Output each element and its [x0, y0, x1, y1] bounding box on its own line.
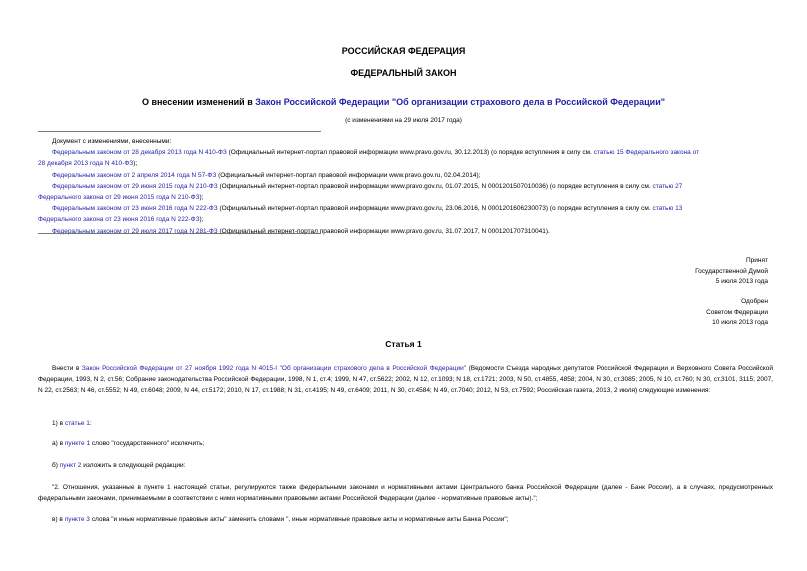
changes-intro: Документ с изменениями, внесенными:	[52, 138, 172, 145]
article-paragraph	[38, 364, 773, 396]
item-text: 1) в	[52, 420, 65, 427]
header-law-type: ФЕДЕРАЛЬНЫЙ ЗАКОН	[350, 68, 457, 78]
change-law-link[interactable]: Федеральным законом от 28 декабря 2013 года N 410-ФЗ	[52, 149, 227, 157]
change-item	[38, 203, 773, 214]
para-text: Внести в	[52, 365, 82, 372]
item-text: :	[89, 420, 92, 427]
approved-label: Одобрен	[741, 298, 768, 305]
article-link[interactable]: статье 1	[64, 420, 90, 427]
para-text: (Ведомости Съезда народных депутатов Российской Федерации и Верховного Совета Российской Федерации, 1993, N 2, ст.56; Собрание законодательства Российской Федерации, 1998, N 1, ст.4; 1999, N 47, ст.5622; 2002, N 12, ст.1093; N 18, ст.1721; 2003, N 50, ст.4855, 4858; 2004, N 30, ст.3085; 2005, N 10, ст.760; N 30, ст.3101, 3115; 2007, N 22, ст.2563; N 46, ст.5552; N 49, ст.6048; 2009, N 44, ст.5172; 2010, N 17, ст.1988; N 31, ст.4195; N 49, ст.6409; 2011, N 30, ст.4584; N 49, ст.7040; 2012, N 53, ст.7592; Российская газета, 2013, 2 июля) следующие изменения:	[38, 365, 773, 394]
item-text: изложить в следующей редакции:	[81, 462, 186, 469]
change-law-link[interactable]: Федеральным законом от 2 апреля 2014 года N 57-ФЗ	[52, 171, 217, 179]
change-law-link[interactable]: Федеральным законом от 23 июня 2016 года N 222-ФЗ	[52, 205, 218, 213]
change-law-link[interactable]: Федеральным законом от 29 июня 2015 года N 210-ФЗ	[52, 182, 218, 190]
changes-block	[38, 136, 773, 237]
change-item	[38, 170, 773, 181]
article-body-items	[38, 419, 773, 430]
item-text: слово "государственного" исключить;	[90, 440, 205, 447]
change-text-cont: );	[199, 194, 204, 202]
article-item	[38, 419, 773, 430]
adopted-block	[695, 256, 768, 288]
document-subtitle: (с изменениями на 29 июля 2017 года)	[345, 117, 462, 124]
approved-block	[706, 297, 768, 329]
adopted-body: Государственной Думой	[695, 267, 768, 275]
change-law-link[interactable]: Федеральным законом от 29 июля 2017 года N 281-ФЗ	[52, 227, 218, 235]
header-country: РОССИЙСКАЯ ФЕДЕРАЦИЯ	[341, 46, 466, 56]
change-text-cont: );	[199, 216, 204, 224]
title-law-link[interactable]: Закон Российской Федерации "Об организации страхового дела в Российской Федерации"	[255, 97, 666, 107]
article-body-items	[38, 439, 773, 450]
changes-top-rule	[38, 131, 321, 132]
change-article-link-cont[interactable]: Федерального закона от 29 июня 2015 года N 210-ФЗ	[38, 194, 200, 202]
law-link[interactable]: Закон Российской Федерации от 27 ноября 1992 года N 4015-I "Об организации страхового дела в Российской Федерации"	[81, 365, 467, 372]
adopted-label: Принят	[745, 257, 768, 264]
change-text: (Официальный интернет-портал правовой информации www.pravo.gov.ru, 30.12.2013) (о порядке вступления в силу см.	[226, 149, 594, 157]
changes-bottom-rule	[38, 233, 321, 234]
item-text: а) в	[52, 440, 65, 447]
change-text-cont: );	[133, 160, 138, 168]
change-item	[38, 181, 773, 192]
adopted-date: 5 июля 2013 года	[715, 278, 768, 286]
change-item-cont	[38, 158, 773, 169]
document-title	[0, 97, 807, 107]
change-article-link[interactable]: статью 13	[652, 205, 683, 213]
change-item-cont	[38, 214, 773, 225]
point-link[interactable]: пункт 2	[59, 462, 82, 469]
approved-date: 10 июля 2013 года	[712, 319, 768, 327]
point-link[interactable]: пункте 3	[64, 516, 90, 523]
change-item	[38, 147, 773, 158]
change-text: (Официальный интернет-портал правовой информации www.pravo.gov.ru, 23.06.2016, N 0001201606230073) (о порядке вступления в силу см.	[217, 205, 653, 213]
change-article-link-cont[interactable]: 28 декабря 2013 года N 410-ФЗ	[38, 160, 134, 168]
point-link[interactable]: пункте 1	[64, 440, 91, 447]
article-body-items	[38, 461, 773, 472]
article-item	[38, 439, 773, 450]
article-body	[38, 364, 773, 396]
change-article-link-cont[interactable]: Федерального закона от 23 июня 2016 года N 222-ФЗ	[38, 216, 200, 224]
title-prefix: О внесении изменений в	[141, 97, 256, 107]
article-body-items	[38, 483, 773, 505]
item-text: слова "и иные нормативные правовые акты" заменить словами ", иные нормативные правовые акты и нормативные акты Банка России";	[89, 516, 509, 523]
article-heading: Статья 1	[385, 339, 422, 349]
article-item	[38, 515, 773, 526]
change-text: (Официальный интернет-портал правовой информации www.pravo.gov.ru, 31.07.2017, N 0001201707310041).	[217, 227, 550, 235]
article-item	[38, 461, 773, 472]
change-article-link[interactable]: статью 15 Федерального закона от	[593, 149, 700, 157]
item-text: в) в	[52, 516, 65, 523]
approved-body: Советом Федерации	[706, 308, 768, 316]
change-text: (Официальный интернет-портал правовой информации www.pravo.gov.ru, 01.07.2015, N 0001201507010036) (о порядке вступления в силу см.	[217, 182, 653, 190]
article-body-items	[38, 515, 773, 526]
item-text: б)	[52, 462, 60, 469]
change-item-cont	[38, 192, 773, 203]
change-article-link[interactable]: статью 27	[652, 182, 683, 190]
change-text: (Официальный интернет-портал правовой информации www.pravo.gov.ru, 02.04.2014);	[216, 171, 481, 179]
change-item	[38, 226, 773, 237]
article-quote: "2. Отношения, указанные в пункте 1 настоящей статьи, регулируются также федеральными законами и нормативными актами Центрального банка Российской Федерации (далее - Банк России), а в случаях, предусмотренных федеральными законами, принимаемыми в соответствии с ними нормативными правовыми актами Российской Федерации (далее - нормативные правовые акты).";	[38, 484, 773, 502]
